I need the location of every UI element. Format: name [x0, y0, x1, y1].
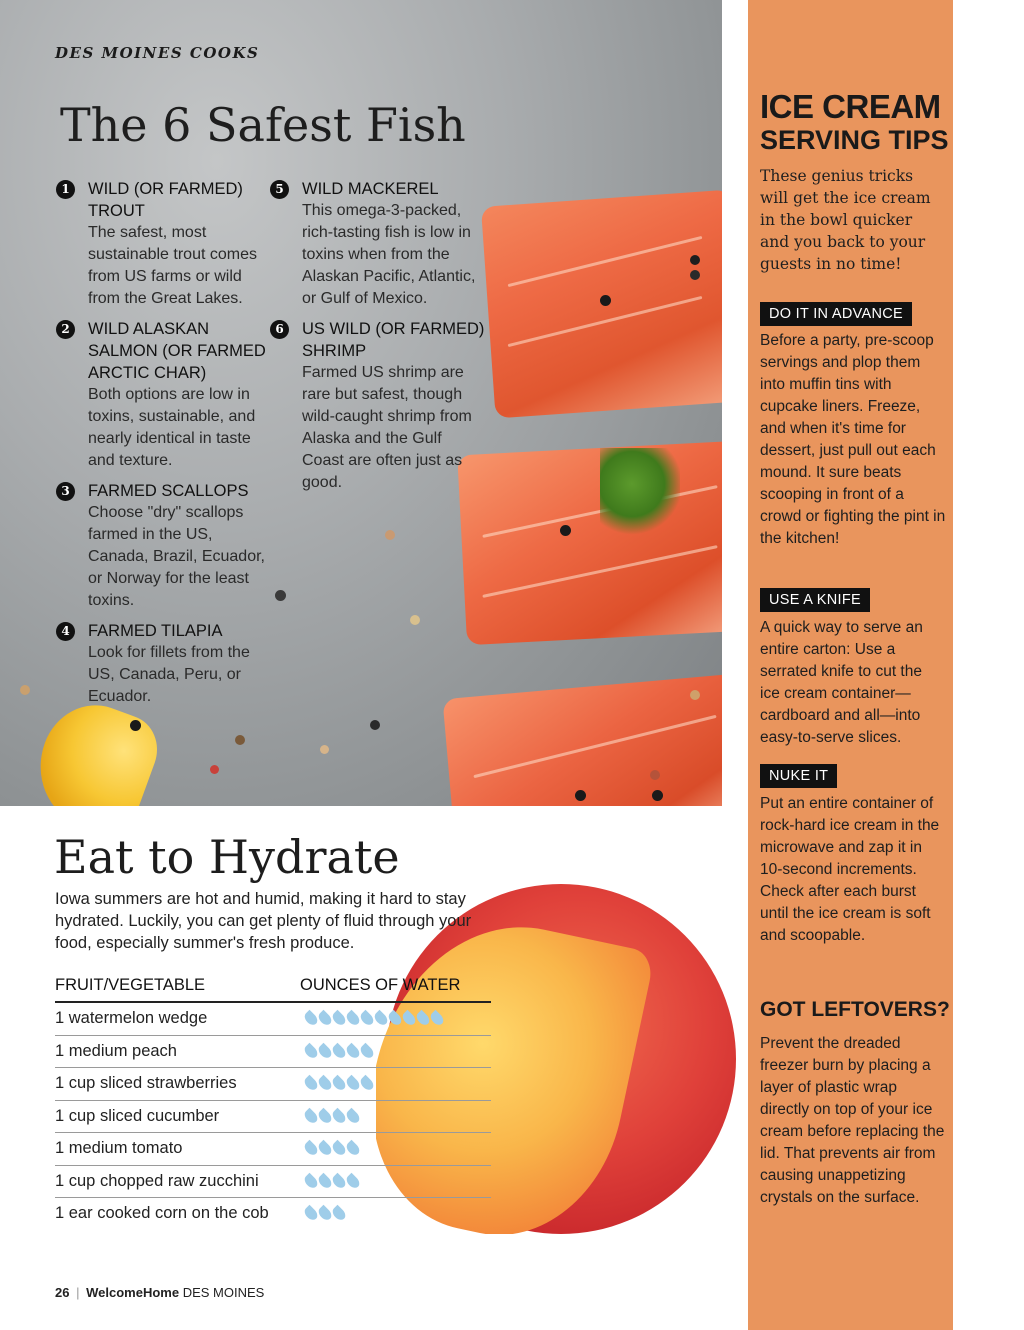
item-name: 1 cup chopped raw zucchini: [55, 1171, 259, 1190]
item-name: 1 cup sliced cucumber: [55, 1106, 220, 1125]
water-drop-icon: [358, 1075, 375, 1092]
fish-description: Choose "dry" scallops farmed in the US, Canada, Brazil, Ecuador, or Norway for the least toxins.: [88, 504, 265, 609]
item-name: 1 ear cooked corn on the cob: [55, 1204, 269, 1223]
footer-separator: |: [76, 1285, 80, 1300]
parsley-garnish: [600, 448, 680, 538]
number-badge: 5: [270, 180, 289, 199]
fish-heading: WILD (OR FARMED) TROUT: [88, 180, 243, 220]
tip-text: Put an entire container of rock-hard ice cream in the microwave and zap it in 10-second increments. Check after each burst until the ice cream is soft and scoopable.: [760, 795, 940, 944]
number-badge: 3: [56, 482, 75, 501]
magazine-name: WelcomeHome: [86, 1285, 180, 1300]
fish-article-title: The 6 Safest Fish: [60, 98, 466, 152]
water-drop-icon: [386, 1010, 403, 1027]
fish-description: Both options are low in toxins, sustainable, and nearly identical in taste and texture.: [88, 386, 256, 469]
water-drops: [305, 1205, 345, 1222]
column-header-ounces: OUNCES OF WATER: [300, 976, 461, 994]
fish-item: [56, 620, 266, 708]
table-row: [55, 1133, 491, 1166]
water-drop-icon: [344, 1043, 361, 1060]
tip-label: USE A KNIFE: [760, 588, 870, 612]
fish-item: [270, 318, 485, 494]
table-row: [55, 1101, 491, 1134]
water-drops: [305, 1173, 359, 1190]
fish-item: [56, 480, 266, 612]
water-drop-icon: [400, 1010, 417, 1027]
water-drop-icon: [302, 1043, 319, 1060]
fish-heading: WILD ALASKAN SALMON (OR FARMED ARCTIC CHAR): [88, 320, 266, 382]
fish-list-column-1: [56, 178, 266, 716]
leftovers-heading: GOT LEFTOVERS?: [760, 998, 950, 1021]
water-drop-icon: [344, 1173, 361, 1190]
item-name: 1 watermelon wedge: [55, 1009, 208, 1028]
water-drop-icon: [302, 1205, 319, 1222]
fish-list-column-2: [270, 178, 485, 502]
item-name: 1 medium peach: [55, 1041, 177, 1060]
water-drop-icon: [330, 1108, 347, 1125]
water-drop-icon: [316, 1043, 333, 1060]
water-drop-icon: [330, 1010, 347, 1027]
ice-cream-sidebar: [748, 0, 953, 1330]
water-drop-icon: [330, 1043, 347, 1060]
tip-text: Before a party, pre-scoop servings and plop them into muffin tins with cupcake liners. Freeze, and when it's time for dessert, just pull out each mound. It sure beats scooping in front of a crowd or fighting the pint in the kitchen!: [760, 332, 946, 547]
water-drop-icon: [316, 1173, 333, 1190]
water-drop-icon: [302, 1108, 319, 1125]
section-brand: DES MOINES COOKS: [55, 44, 260, 62]
magazine-city: DES MOINES: [182, 1285, 265, 1300]
number-badge: 4: [56, 622, 75, 641]
water-drop-icon: [358, 1010, 375, 1027]
water-drop-icon: [358, 1043, 375, 1060]
sidebar-subtitle: SERVING TIPS: [760, 125, 949, 155]
hydrate-intro: Iowa summers are hot and humid, making it hard to stay hydrated. Luckily, you can get plenty of fluid through your food, especially summer's fresh produce.: [55, 890, 472, 952]
water-drops: [305, 1140, 359, 1157]
fish-heading: FARMED SCALLOPS: [88, 482, 249, 500]
table-row: [55, 1068, 491, 1101]
water-drop-icon: [302, 1140, 319, 1157]
water-drop-icon: [330, 1205, 347, 1222]
water-drop-icon: [372, 1010, 389, 1027]
salmon-fillet: [442, 673, 722, 806]
water-drop-icon: [344, 1010, 361, 1027]
water-content-table: [55, 976, 491, 1230]
fish-photo: [0, 0, 722, 806]
fish-item: [56, 178, 266, 310]
page-number: 26: [55, 1285, 70, 1300]
fish-heading: WILD MACKEREL: [302, 180, 439, 198]
water-drop-icon: [302, 1173, 319, 1190]
number-badge: 2: [56, 320, 75, 339]
water-drop-icon: [428, 1010, 445, 1027]
water-drop-icon: [344, 1075, 361, 1092]
table-row: [55, 1003, 491, 1036]
page-footer: [55, 1285, 264, 1300]
fish-item: [270, 178, 485, 310]
water-drop-icon: [330, 1140, 347, 1157]
table-row: [55, 1166, 491, 1199]
water-drop-icon: [330, 1075, 347, 1092]
sidebar-title: ICE CREAM: [760, 88, 941, 125]
water-drop-icon: [316, 1205, 333, 1222]
water-drops: [305, 1043, 373, 1060]
water-drop-icon: [302, 1010, 319, 1027]
hydrate-title: Eat to Hydrate: [54, 830, 400, 884]
table-row: [55, 1198, 491, 1230]
sidebar-intro: These genius tricks will get the ice cream in the bowl quicker and you back to your guests in no time!: [760, 167, 931, 273]
water-drop-icon: [414, 1010, 431, 1027]
water-drop-icon: [302, 1075, 319, 1092]
item-name: 1 medium tomato: [55, 1139, 183, 1158]
fish-heading: FARMED TILAPIA: [88, 622, 223, 640]
water-drop-icon: [316, 1075, 333, 1092]
water-drop-icon: [344, 1140, 361, 1157]
fish-description: This omega-3-packed, rich-tasting fish is low in toxins when from the Alaskan Pacific, Atlantic, or Gulf of Mexico.: [302, 202, 476, 307]
water-drop-icon: [316, 1140, 333, 1157]
tip-label: DO IT IN ADVANCE: [760, 302, 912, 326]
number-badge: 1: [56, 180, 75, 199]
fish-description: Farmed US shrimp are rare but safest, though wild-caught shrimp from Alaska and the Gulf Coast are often just as good.: [302, 364, 472, 491]
number-badge: 6: [270, 320, 289, 339]
leftovers-text: Prevent the dreaded freezer burn by placing a layer of plastic wrap directly on top of your ice cream before replacing the lid. That prevents air from causing unappetizing crystals on the surface.: [760, 1035, 945, 1206]
fish-description: Look for fillets from the US, Canada, Peru, or Ecuador.: [88, 644, 250, 705]
water-drop-icon: [344, 1108, 361, 1125]
tip-label: NUKE IT: [760, 764, 837, 788]
table-row: [55, 1036, 491, 1069]
fish-heading: US WILD (OR FARMED) SHRIMP: [302, 320, 485, 360]
water-drops: [305, 1108, 359, 1125]
fish-item: [56, 318, 266, 472]
water-drop-icon: [330, 1173, 347, 1190]
water-drops: [305, 1010, 443, 1027]
water-drop-icon: [316, 1010, 333, 1027]
item-name: 1 cup sliced strawberries: [55, 1074, 237, 1093]
water-drops: [305, 1075, 373, 1092]
table-header: [55, 976, 491, 1003]
fish-description: The safest, most sustainable trout comes from US farms or wild from the Great Lakes.: [88, 224, 257, 307]
water-drop-icon: [316, 1108, 333, 1125]
tip-text: A quick way to serve an entire carton: Use a serrated knife to cut the ice cream container—cardboard and all—into easy-to-serve slices.: [760, 619, 923, 746]
column-header-item: FRUIT/VEGETABLE: [55, 976, 206, 994]
salmon-fillet: [457, 441, 722, 645]
